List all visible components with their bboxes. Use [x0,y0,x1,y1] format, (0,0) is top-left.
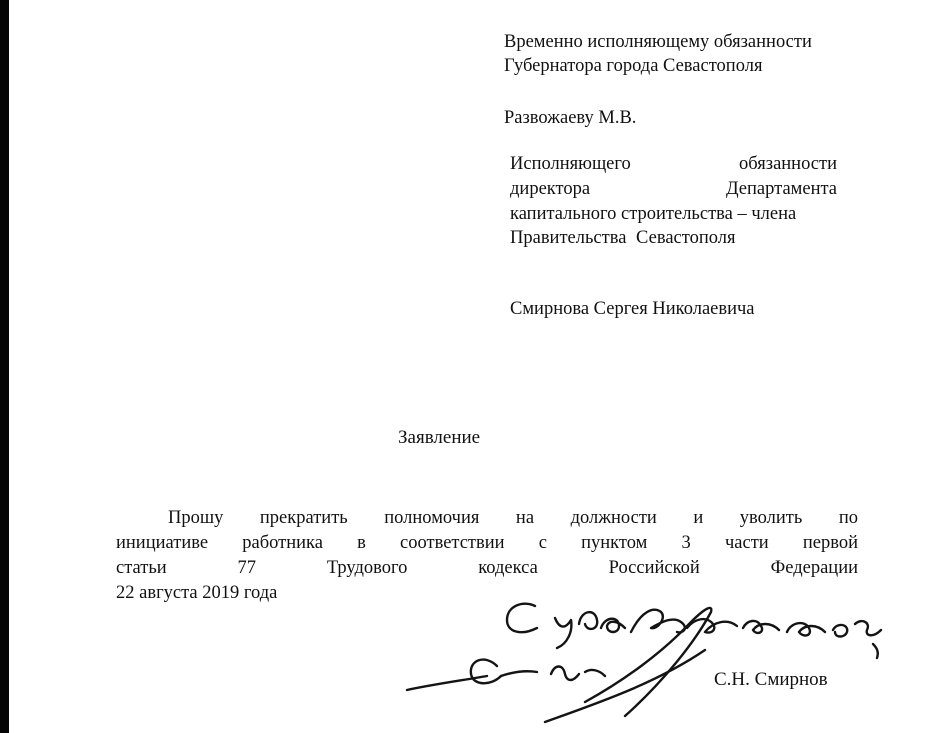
signature-name: С.Н. Смирнов [714,669,828,690]
page-edge-border [0,0,9,733]
sender-position-line-3: капитального строительства – члена [510,204,797,224]
body-line-4: 22 августа 2019 года [116,583,278,603]
handwritten-signature [395,592,895,733]
sender-position-line-4: Правительства Севастополя [510,228,736,248]
sender-position-line-2: директора Департамента [510,179,837,199]
body-line-3: статьи 77 Трудового кодекса Российской Федерации [116,558,858,578]
document-title: Заявление [398,427,481,448]
addressee-name: Развожаеву М.В. [504,108,637,128]
addressee-line-1: Временно исполняющему обязанности [504,32,812,52]
body-line-1: Прошу прекратить полномочия на должности и уволить по [168,508,858,528]
sender-name: Смирнова Сергея Николаевича [510,299,755,319]
addressee-line-2: Губернатора города Севастополя [504,56,763,76]
sender-position-line-1: Исполняющего обязанности [510,154,837,174]
body-line-2: инициативе работника в соответствии с пунктом 3 части первой [116,533,858,553]
